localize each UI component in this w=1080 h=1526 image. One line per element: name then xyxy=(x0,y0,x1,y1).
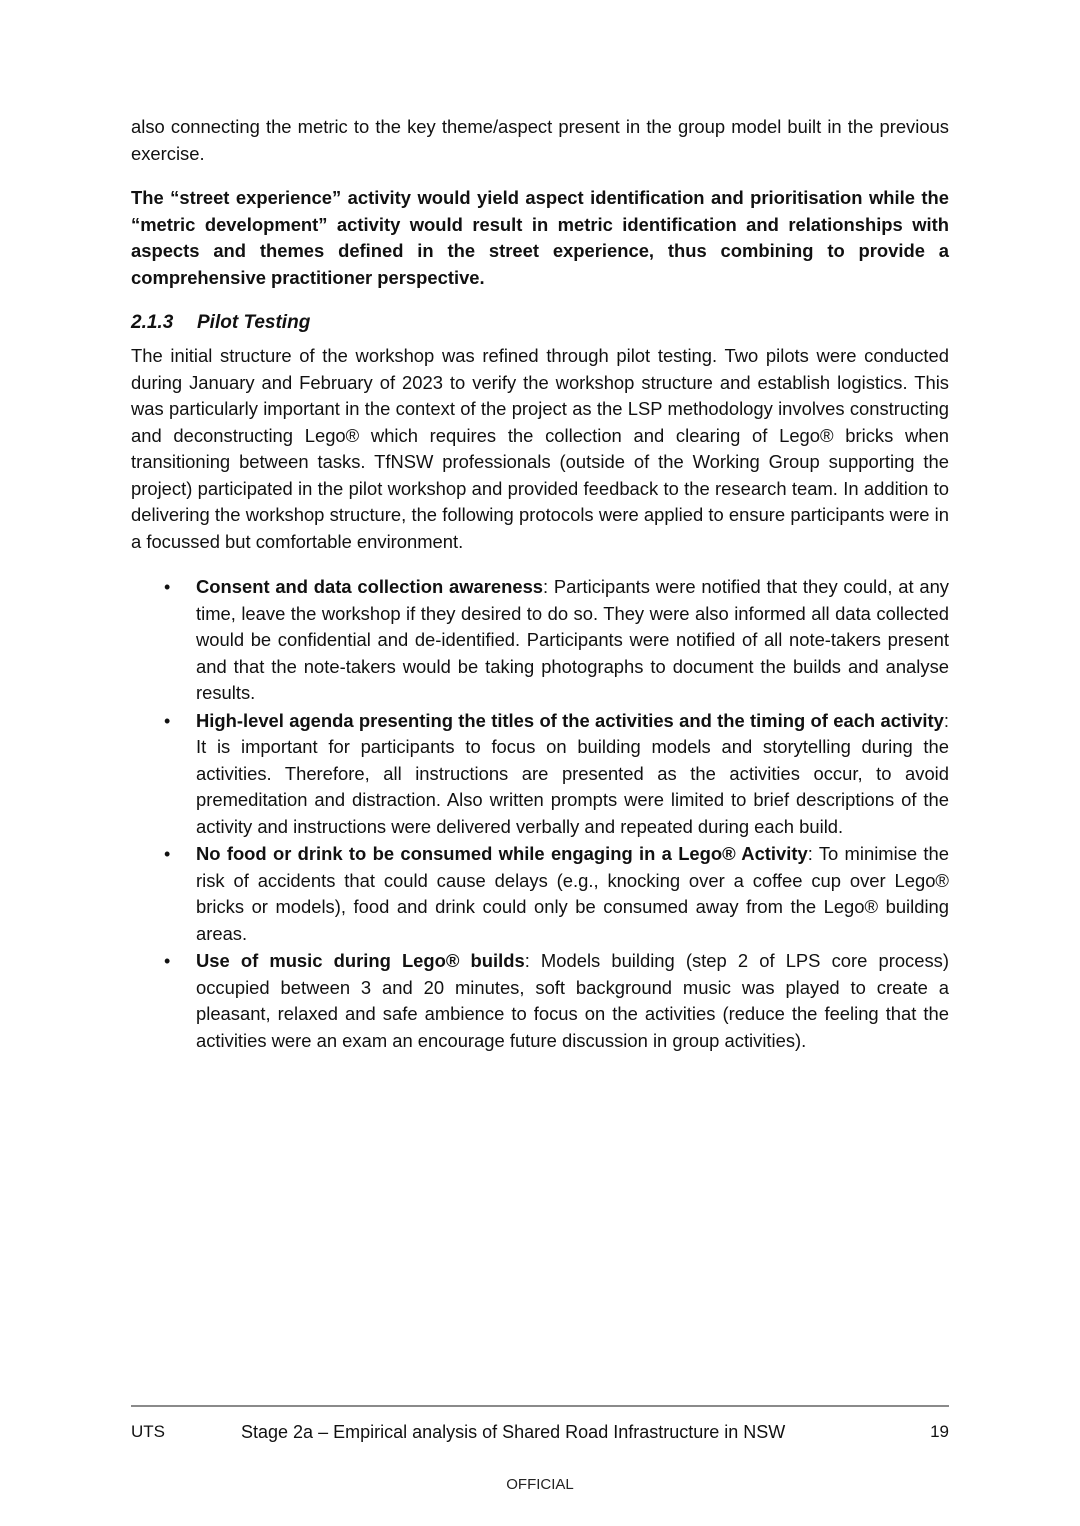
list-item xyxy=(131,841,949,947)
bullet-icon: • xyxy=(164,710,171,731)
list-item xyxy=(131,574,949,707)
list-item-text: : It is important for participants to focus on building models and storytelling during the activities. Therefore, all instructions are presented as the activities occur, to avoid premeditation and distraction. Also written prompts were limited to brief descriptions of the activity and instructions were delivered verbally and repeated during each build. xyxy=(196,709,949,837)
bullet-icon: • xyxy=(164,951,171,971)
page-number: 19 xyxy=(930,1422,949,1441)
page-content xyxy=(131,114,949,1055)
list-item-lead: Consent and data collection awareness xyxy=(196,576,544,597)
classification-label: OFFICIAL xyxy=(506,1476,574,1493)
body-paragraph: The initial structure of the workshop was refined through pilot testing. Two pilots were conducted during January and February of 2023 to verify the workshop structure and establish logistics. This was particularly important in the context of the project as the LSP methodology involves constructing and deconstructing Lego® which requires the collection and clearing of Lego® bricks when transitioning between tasks. TfNSW professionals (outside of the Working Group supporting the project) participated in the pilot workshop and provided feedback to the research team. In addition to delivering the workshop structure, the following protocols were applied to ensure participants were in a focussed but comfortable environment. xyxy=(131,345,949,552)
protocol-list xyxy=(131,574,949,1054)
page-footer xyxy=(131,1419,949,1445)
list-item xyxy=(131,708,949,841)
list-item-text: : Participants were notified that they could, at any time, leave the workshop if they desired to do so. They were also informed all data collected would be confidential and de-identified. Participants were notified of all note-takers present and that the note-takers would be taking photographs to document the builds and analyse results. xyxy=(196,576,949,703)
section-number: 2.1.3 xyxy=(131,312,174,333)
list-item-lead: Use of music during Lego® builds xyxy=(196,950,525,971)
list-item-lead: High-level agenda presenting the titles of the activities and the timing of each activity xyxy=(196,709,944,731)
footer-org: UTS xyxy=(131,1422,165,1441)
list-item xyxy=(131,948,949,1054)
list-item-lead: No food or drink to be consumed while engaging in a Lego® Activity xyxy=(196,843,808,864)
intro-paragraph: also connecting the metric to the key theme/aspect present in the group model built in the previous exercise. xyxy=(131,116,949,164)
list-item-text: : Models building (step 2 of LPS core process) occupied between 3 and 20 minutes, soft background music was played to create a pleasant, relaxed and safe ambience to focus on the activities (reduce the feeling that the activities were an exam an encourage future discussion in group activities). xyxy=(196,950,949,1051)
summary-paragraph: The “street experience” activity would yield aspect identification and prioritisation while the “metric development” activity would result in metric identification and relationships with aspects and themes defined in the street experience, thus combining to provide a comprehensive practitioner perspective. xyxy=(131,187,949,288)
footer-divider xyxy=(131,1405,949,1407)
list-item-text: : To minimise the risk of accidents that could cause delays (e.g., knocking over a coffee cup over Lego® bricks or models), food and drink could only be consumed away from the Lego® building areas. xyxy=(196,843,949,944)
section-heading xyxy=(131,310,949,336)
footer-title: Stage 2a – Empirical analysis of Shared Road Infrastructure in NSW xyxy=(241,1422,786,1442)
bullet-icon: • xyxy=(164,844,171,864)
bullet-icon: • xyxy=(164,577,171,597)
section-title: Pilot Testing xyxy=(197,312,311,333)
